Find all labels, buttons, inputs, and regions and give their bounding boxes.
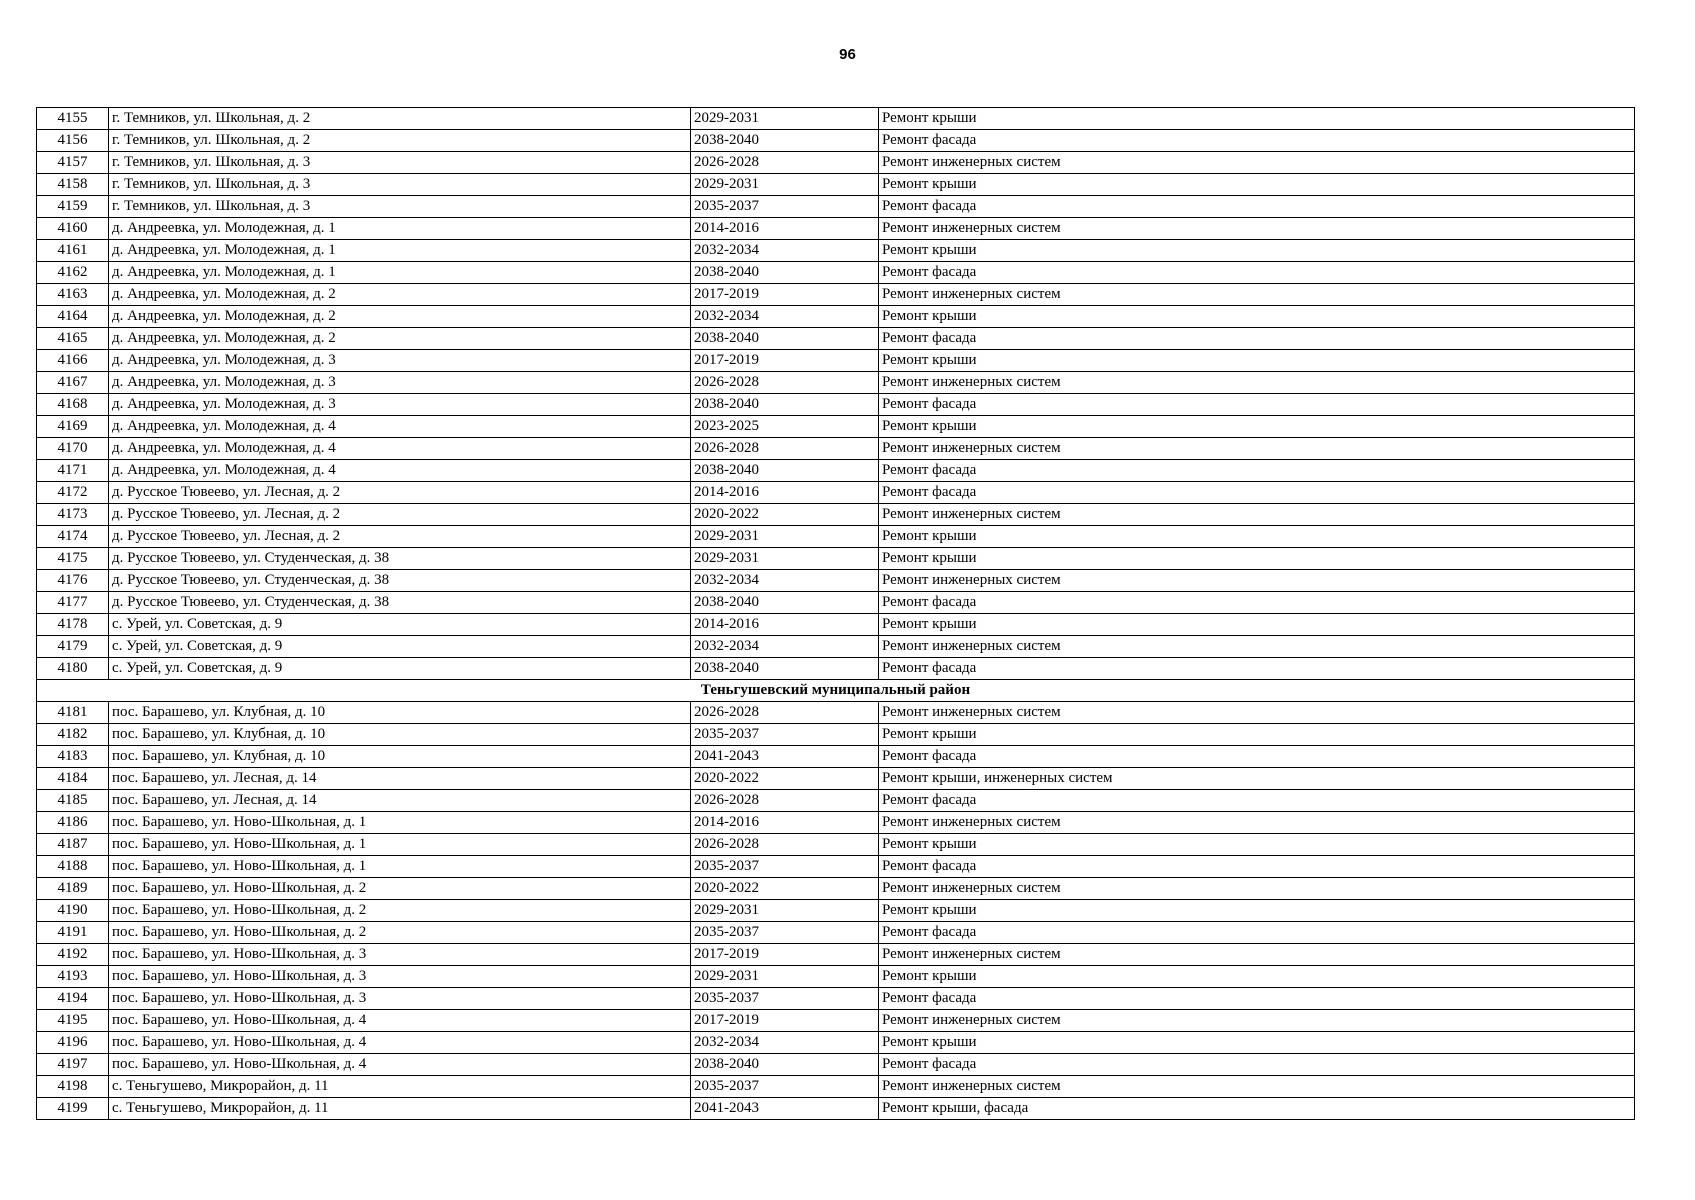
years-cell: 2035-2037 [691,196,879,218]
years-cell: 2038-2040 [691,262,879,284]
row-number: 4156 [37,130,109,152]
table-row [37,548,1635,570]
address-cell: с. Теньгушево, Микрорайон, д. 11 [109,1098,691,1120]
address-cell: г. Темников, ул. Школьная, д. 3 [109,174,691,196]
table-row [37,416,1635,438]
work-type-cell: Ремонт крыши, инженерных систем [879,768,1635,790]
address-cell: д. Андреевка, ул. Молодежная, д. 4 [109,460,691,482]
table-row [37,592,1635,614]
work-type-cell: Ремонт фасада [879,394,1635,416]
row-number: 4171 [37,460,109,482]
years-cell: 2020-2022 [691,878,879,900]
row-number: 4169 [37,416,109,438]
years-cell: 2029-2031 [691,108,879,130]
table-row [37,878,1635,900]
years-cell: 2038-2040 [691,460,879,482]
table-row [37,658,1635,680]
address-cell: пос. Барашево, ул. Ново-Школьная, д. 1 [109,856,691,878]
row-number: 4159 [37,196,109,218]
work-type-cell: Ремонт фасада [879,922,1635,944]
address-cell: д. Русское Тювеево, ул. Лесная, д. 2 [109,504,691,526]
address-cell: д. Андреевка, ул. Молодежная, д. 2 [109,328,691,350]
address-cell: д. Русское Тювеево, ул. Студенческая, д. 38 [109,592,691,614]
row-number: 4173 [37,504,109,526]
years-cell: 2014-2016 [691,614,879,636]
table-row [37,504,1635,526]
table-row [37,240,1635,262]
table-row [37,724,1635,746]
row-number: 4198 [37,1076,109,1098]
work-type-cell: Ремонт инженерных систем [879,878,1635,900]
work-type-cell: Ремонт крыши [879,900,1635,922]
work-type-cell: Ремонт фасада [879,196,1635,218]
address-cell: д. Андреевка, ул. Молодежная, д. 1 [109,240,691,262]
row-number: 4183 [37,746,109,768]
table-row [37,174,1635,196]
row-number: 4186 [37,812,109,834]
work-type-cell: Ремонт крыши [879,548,1635,570]
work-type-cell: Ремонт крыши [879,614,1635,636]
row-number: 4176 [37,570,109,592]
table-row [37,834,1635,856]
address-cell: пос. Барашево, ул. Лесная, д. 14 [109,790,691,812]
table-row [37,196,1635,218]
address-cell: д. Андреевка, ул. Молодежная, д. 2 [109,284,691,306]
years-cell: 2038-2040 [691,592,879,614]
table-body [37,108,1635,1120]
table-row [37,284,1635,306]
row-number: 4170 [37,438,109,460]
address-cell: д. Русское Тювеево, ул. Лесная, д. 2 [109,526,691,548]
work-type-cell: Ремонт крыши [879,108,1635,130]
years-cell: 2032-2034 [691,240,879,262]
address-cell: пос. Барашево, ул. Ново-Школьная, д. 3 [109,988,691,1010]
years-cell: 2029-2031 [691,966,879,988]
work-type-cell: Ремонт инженерных систем [879,152,1635,174]
address-cell: д. Русское Тювеево, ул. Лесная, д. 2 [109,482,691,504]
work-type-cell: Ремонт крыши [879,834,1635,856]
table-row [37,526,1635,548]
address-cell: д. Андреевка, ул. Молодежная, д. 4 [109,438,691,460]
years-cell: 2026-2028 [691,438,879,460]
table-row [37,856,1635,878]
work-type-cell: Ремонт крыши, фасада [879,1098,1635,1120]
work-type-cell: Ремонт инженерных систем [879,636,1635,658]
row-number: 4187 [37,834,109,856]
address-cell: пос. Барашево, ул. Ново-Школьная, д. 1 [109,834,691,856]
years-cell: 2038-2040 [691,328,879,350]
row-number: 4160 [37,218,109,240]
work-type-cell: Ремонт крыши [879,306,1635,328]
years-cell: 2029-2031 [691,174,879,196]
work-type-cell: Ремонт инженерных систем [879,812,1635,834]
table-row [37,702,1635,724]
row-number: 4184 [37,768,109,790]
years-cell: 2035-2037 [691,724,879,746]
years-cell: 2020-2022 [691,504,879,526]
row-number: 4188 [37,856,109,878]
years-cell: 2032-2034 [691,636,879,658]
table-row [37,1098,1635,1120]
work-type-cell: Ремонт крыши [879,416,1635,438]
row-number: 4163 [37,284,109,306]
work-type-cell: Ремонт фасада [879,592,1635,614]
row-number: 4194 [37,988,109,1010]
years-cell: 2026-2028 [691,790,879,812]
table-row [37,130,1635,152]
work-type-cell: Ремонт фасада [879,482,1635,504]
work-type-cell: Ремонт крыши [879,174,1635,196]
row-number: 4165 [37,328,109,350]
work-type-cell: Ремонт крыши [879,350,1635,372]
work-type-cell: Ремонт инженерных систем [879,1010,1635,1032]
work-type-cell: Ремонт инженерных систем [879,218,1635,240]
years-cell: 2020-2022 [691,768,879,790]
table-row [37,372,1635,394]
work-type-cell: Ремонт фасада [879,460,1635,482]
years-cell: 2032-2034 [691,306,879,328]
years-cell: 2041-2043 [691,1098,879,1120]
row-number: 4182 [37,724,109,746]
row-number: 4168 [37,394,109,416]
work-type-cell: Ремонт крыши [879,240,1635,262]
row-number: 4157 [37,152,109,174]
years-cell: 2032-2034 [691,570,879,592]
row-number: 4178 [37,614,109,636]
years-cell: 2032-2034 [691,1032,879,1054]
address-cell: пос. Барашево, ул. Ново-Школьная, д. 4 [109,1010,691,1032]
address-cell: пос. Барашево, ул. Ново-Школьная, д. 2 [109,900,691,922]
table-row [37,108,1635,130]
row-number: 4179 [37,636,109,658]
table-row [37,394,1635,416]
work-type-cell: Ремонт инженерных систем [879,504,1635,526]
address-cell: пос. Барашево, ул. Клубная, д. 10 [109,746,691,768]
table-row [37,922,1635,944]
work-type-cell: Ремонт инженерных систем [879,372,1635,394]
row-number: 4162 [37,262,109,284]
years-cell: 2038-2040 [691,1054,879,1076]
row-number: 4181 [37,702,109,724]
years-cell: 2017-2019 [691,944,879,966]
row-number: 4191 [37,922,109,944]
row-number: 4155 [37,108,109,130]
work-type-cell: Ремонт инженерных систем [879,944,1635,966]
address-cell: пос. Барашево, ул. Лесная, д. 14 [109,768,691,790]
row-number: 4189 [37,878,109,900]
address-cell: пос. Барашево, ул. Клубная, д. 10 [109,702,691,724]
work-type-cell: Ремонт фасада [879,658,1635,680]
work-type-cell: Ремонт крыши [879,526,1635,548]
years-cell: 2026-2028 [691,152,879,174]
row-number: 4158 [37,174,109,196]
section-title: Теньгушевский муниципальный район [37,680,1635,702]
row-number: 4167 [37,372,109,394]
address-cell: пос. Барашево, ул. Ново-Школьная, д. 3 [109,944,691,966]
work-type-cell: Ремонт фасада [879,130,1635,152]
years-cell: 2035-2037 [691,988,879,1010]
work-type-cell: Ремонт фасада [879,328,1635,350]
work-type-cell: Ремонт фасада [879,790,1635,812]
years-cell: 2041-2043 [691,746,879,768]
table-row [37,812,1635,834]
years-cell: 2029-2031 [691,526,879,548]
work-type-cell: Ремонт фасада [879,1054,1635,1076]
row-number: 4174 [37,526,109,548]
years-cell: 2026-2028 [691,372,879,394]
years-cell: 2026-2028 [691,834,879,856]
table-row [37,482,1635,504]
address-cell: пос. Барашево, ул. Ново-Школьная, д. 4 [109,1054,691,1076]
table-row [37,944,1635,966]
years-cell: 2017-2019 [691,284,879,306]
table-row [37,768,1635,790]
table-row [37,900,1635,922]
work-type-cell: Ремонт крыши [879,724,1635,746]
years-cell: 2038-2040 [691,130,879,152]
address-cell: д. Андреевка, ул. Молодежная, д. 1 [109,262,691,284]
table-row [37,218,1635,240]
address-cell: с. Урей, ул. Советская, д. 9 [109,658,691,680]
repair-schedule-table [36,107,1635,1120]
row-number: 4166 [37,350,109,372]
address-cell: д. Андреевка, ул. Молодежная, д. 1 [109,218,691,240]
row-number: 4185 [37,790,109,812]
row-number: 4195 [37,1010,109,1032]
years-cell: 2038-2040 [691,394,879,416]
work-type-cell: Ремонт фасада [879,856,1635,878]
years-cell: 2014-2016 [691,218,879,240]
table-row [37,1010,1635,1032]
work-type-cell: Ремонт инженерных систем [879,284,1635,306]
row-number: 4197 [37,1054,109,1076]
section-header-row [37,680,1635,702]
table-row [37,790,1635,812]
address-cell: г. Темников, ул. Школьная, д. 2 [109,108,691,130]
row-number: 4192 [37,944,109,966]
row-number: 4177 [37,592,109,614]
table-row [37,306,1635,328]
page-number: 96 [839,46,856,63]
table-row [37,1054,1635,1076]
row-number: 4190 [37,900,109,922]
address-cell: д. Русское Тювеево, ул. Студенческая, д. 38 [109,570,691,592]
table-row [37,328,1635,350]
years-cell: 2038-2040 [691,658,879,680]
address-cell: пос. Барашево, ул. Ново-Школьная, д. 1 [109,812,691,834]
address-cell: с. Урей, ул. Советская, д. 9 [109,636,691,658]
address-cell: пос. Барашево, ул. Ново-Школьная, д. 3 [109,966,691,988]
work-type-cell: Ремонт крыши [879,1032,1635,1054]
years-cell: 2017-2019 [691,350,879,372]
table-row [37,262,1635,284]
years-cell: 2014-2016 [691,812,879,834]
address-cell: г. Темников, ул. Школьная, д. 3 [109,152,691,174]
table-row [37,1076,1635,1098]
years-cell: 2014-2016 [691,482,879,504]
table-row [37,152,1635,174]
table-row [37,746,1635,768]
table-row [37,614,1635,636]
work-type-cell: Ремонт инженерных систем [879,438,1635,460]
address-cell: д. Андреевка, ул. Молодежная, д. 3 [109,350,691,372]
address-cell: д. Андреевка, ул. Молодежная, д. 3 [109,394,691,416]
address-cell: д. Андреевка, ул. Молодежная, д. 4 [109,416,691,438]
table-row [37,438,1635,460]
work-type-cell: Ремонт крыши [879,966,1635,988]
address-cell: с. Урей, ул. Советская, д. 9 [109,614,691,636]
row-number: 4164 [37,306,109,328]
years-cell: 2029-2031 [691,548,879,570]
address-cell: пос. Барашево, ул. Ново-Школьная, д. 4 [109,1032,691,1054]
address-cell: г. Темников, ул. Школьная, д. 2 [109,130,691,152]
address-cell: д. Андреевка, ул. Молодежная, д. 2 [109,306,691,328]
years-cell: 2029-2031 [691,900,879,922]
table-row [37,460,1635,482]
years-cell: 2035-2037 [691,1076,879,1098]
row-number: 4175 [37,548,109,570]
address-cell: д. Андреевка, ул. Молодежная, д. 3 [109,372,691,394]
table-row [37,1032,1635,1054]
years-cell: 2035-2037 [691,856,879,878]
row-number: 4193 [37,966,109,988]
years-cell: 2017-2019 [691,1010,879,1032]
work-type-cell: Ремонт инженерных систем [879,702,1635,724]
work-type-cell: Ремонт фасада [879,746,1635,768]
work-type-cell: Ремонт инженерных систем [879,1076,1635,1098]
years-cell: 2026-2028 [691,702,879,724]
years-cell: 2023-2025 [691,416,879,438]
address-cell: пос. Барашево, ул. Ново-Школьная, д. 2 [109,878,691,900]
table-row [37,988,1635,1010]
row-number: 4199 [37,1098,109,1120]
address-cell: пос. Барашево, ул. Ново-Школьная, д. 2 [109,922,691,944]
address-cell: с. Теньгушево, Микрорайон, д. 11 [109,1076,691,1098]
table-row [37,350,1635,372]
address-cell: г. Темников, ул. Школьная, д. 3 [109,196,691,218]
table-row [37,966,1635,988]
row-number: 4180 [37,658,109,680]
row-number: 4172 [37,482,109,504]
work-type-cell: Ремонт фасада [879,988,1635,1010]
table-row [37,570,1635,592]
work-type-cell: Ремонт фасада [879,262,1635,284]
row-number: 4196 [37,1032,109,1054]
table-row [37,636,1635,658]
work-type-cell: Ремонт инженерных систем [879,570,1635,592]
years-cell: 2035-2037 [691,922,879,944]
row-number: 4161 [37,240,109,262]
address-cell: д. Русское Тювеево, ул. Студенческая, д. 38 [109,548,691,570]
address-cell: пос. Барашево, ул. Клубная, д. 10 [109,724,691,746]
